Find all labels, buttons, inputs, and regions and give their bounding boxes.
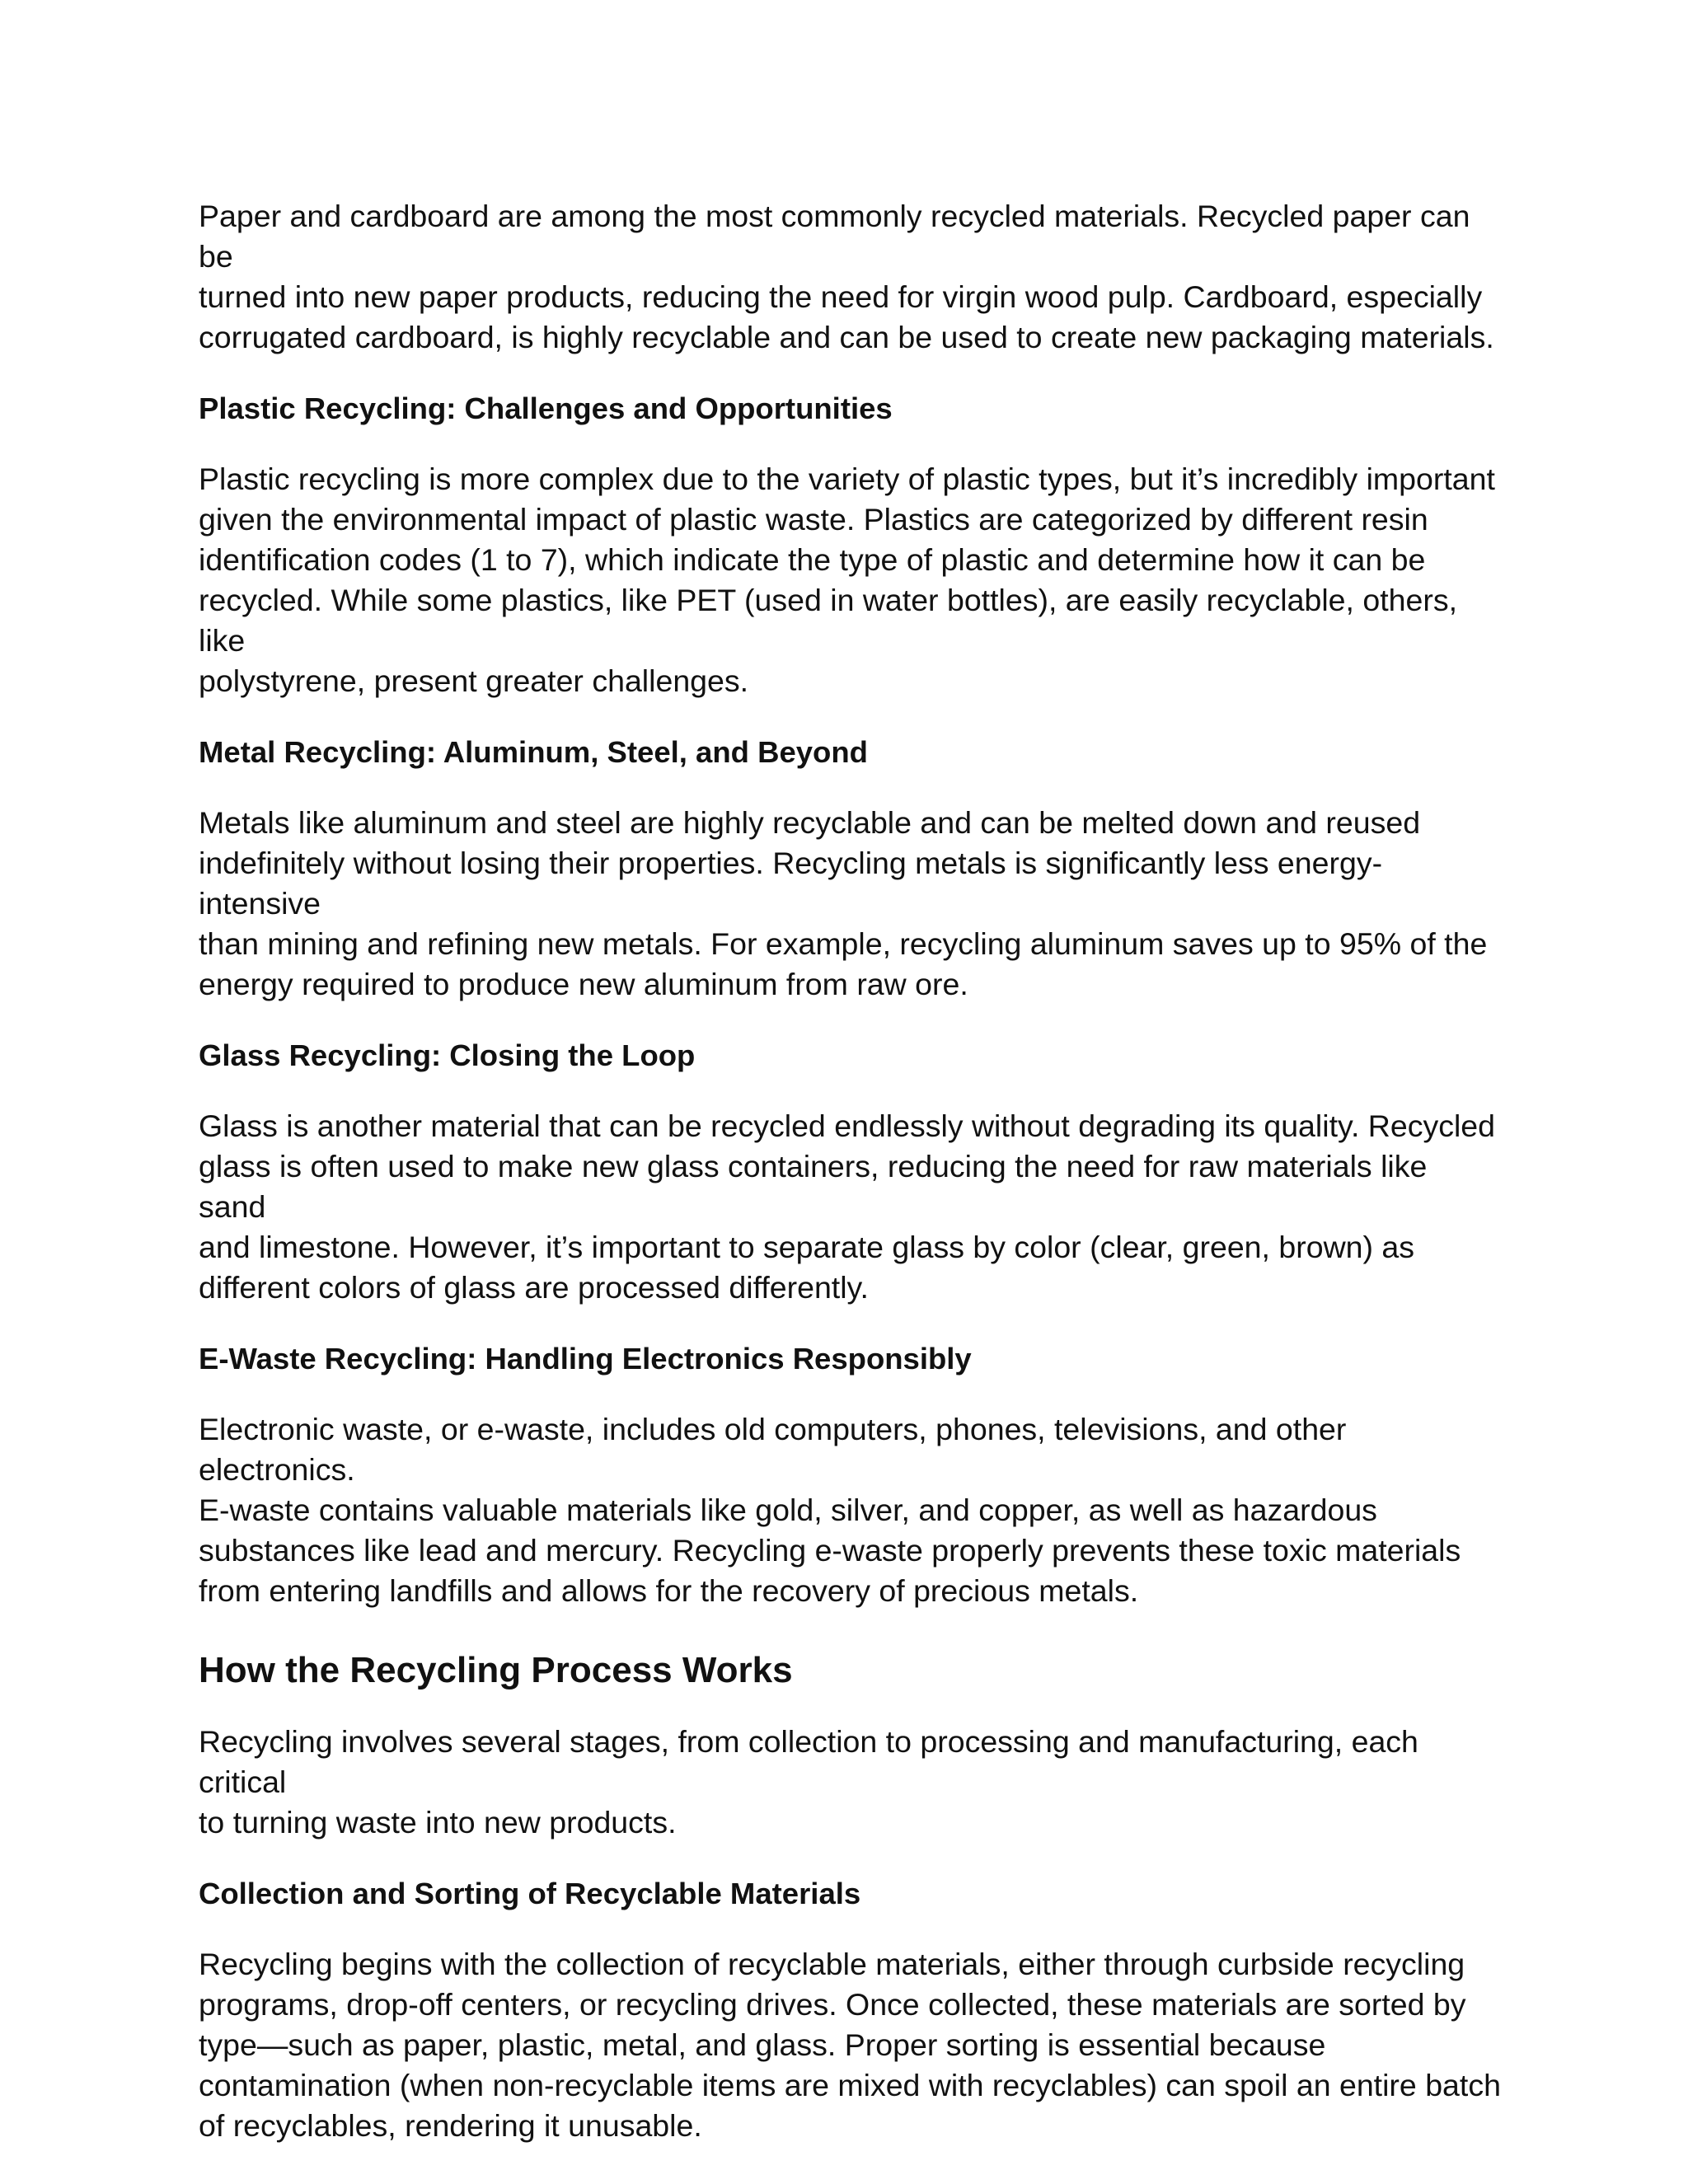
text-line: E-waste contains valuable materials like gold, silver, and copper, as well as hazardous: [199, 1493, 1377, 1527]
text-line: contamination (when non-recyclable items are mixed with recyclables) can spoil an entire batch: [199, 2068, 1501, 2102]
text-line: identification codes (1 to 7), which indicate the type of plastic and determine how it can be: [199, 542, 1426, 577]
heading-glass-recycling: Glass Recycling: Closing the Loop: [199, 1038, 696, 1072]
heading-collection-sorting: Collection and Sorting of Recyclable Materials: [199, 1877, 861, 1910]
text-line: to turning waste into new products.: [199, 1805, 677, 1840]
text-line: Glass is another material that can be recycled endlessly without degrading its quality. Recycled: [199, 1108, 1496, 1143]
text-line: substances like lead and mercury. Recycling e-waste properly prevents these toxic materials: [199, 1533, 1461, 1568]
text-line: corrugated cardboard, is highly recyclable and can be used to create new packaging materials.: [199, 320, 1494, 354]
paragraph-paper-cardboard: [199, 196, 1501, 358]
text-line: and limestone. However, it’s important to separate glass by color (clear, green, brown) as: [199, 1230, 1415, 1264]
document-content: [199, 196, 1501, 2146]
text-line: type—such as paper, plastic, metal, and glass. Proper sorting is essential because: [199, 2027, 1326, 2062]
text-line: recycled. While some plastics, like PET (used in water bottles), are easily recyclable, others, like: [199, 583, 1457, 658]
text-line: of recyclables, rendering it unusable.: [199, 2108, 702, 2143]
text-line: different colors of glass are processed differently.: [199, 1270, 869, 1305]
text-line: Electronic waste, or e-waste, includes old computers, phones, televisions, and other electronics.: [199, 1412, 1347, 1487]
paragraph-glass-recycling: [199, 1106, 1501, 1308]
paragraph-collection-sorting: [199, 1944, 1501, 2146]
text-line: Recycling involves several stages, from collection to processing and manufacturing, each critical: [199, 1724, 1418, 1799]
text-line: than mining and refining new metals. For example, recycling aluminum saves up to 95% of the: [199, 926, 1488, 961]
text-line: Plastic recycling is more complex due to the variety of plastic types, but it’s incredibly important: [199, 462, 1495, 496]
paragraph-plastic-recycling: [199, 459, 1501, 701]
text-line: glass is often used to make new glass containers, reducing the need for raw materials like sand: [199, 1149, 1428, 1224]
text-line: turned into new paper products, reducing the need for virgin wood pulp. Cardboard, especially: [199, 279, 1483, 314]
text-line: energy required to produce new aluminum from raw ore.: [199, 967, 968, 1001]
paragraph-ewaste-recycling: [199, 1409, 1501, 1611]
text-line: Metals like aluminum and steel are highly recyclable and can be melted down and reused: [199, 805, 1421, 840]
text-line: polystyrene, present greater challenges.: [199, 663, 749, 698]
heading-plastic-recycling: Plastic Recycling: Challenges and Opportunities: [199, 391, 893, 425]
paragraph-metal-recycling: [199, 803, 1501, 1005]
text-line: given the environmental impact of plastic waste. Plastics are categorized by different resin: [199, 502, 1428, 537]
paragraph-recycling-stages: [199, 1722, 1501, 1843]
heading-ewaste-recycling: E-Waste Recycling: Handling Electronics Responsibly: [199, 1342, 972, 1376]
heading-metal-recycling: Metal Recycling: Aluminum, Steel, and Beyond: [199, 735, 868, 769]
text-line: from entering landfills and allows for the recovery of precious metals.: [199, 1573, 1139, 1608]
text-line: indefinitely without losing their properties. Recycling metals is significantly less energy-intensive: [199, 846, 1383, 921]
heading-recycling-process: How the Recycling Process Works: [199, 1650, 793, 1690]
text-line: Paper and cardboard are among the most commonly recycled materials. Recycled paper can be: [199, 199, 1470, 274]
text-line: Recycling begins with the collection of recyclable materials, either through curbside recycling: [199, 1947, 1465, 1981]
text-line: programs, drop-off centers, or recycling drives. Once collected, these materials are sorted by: [199, 1987, 1466, 2022]
